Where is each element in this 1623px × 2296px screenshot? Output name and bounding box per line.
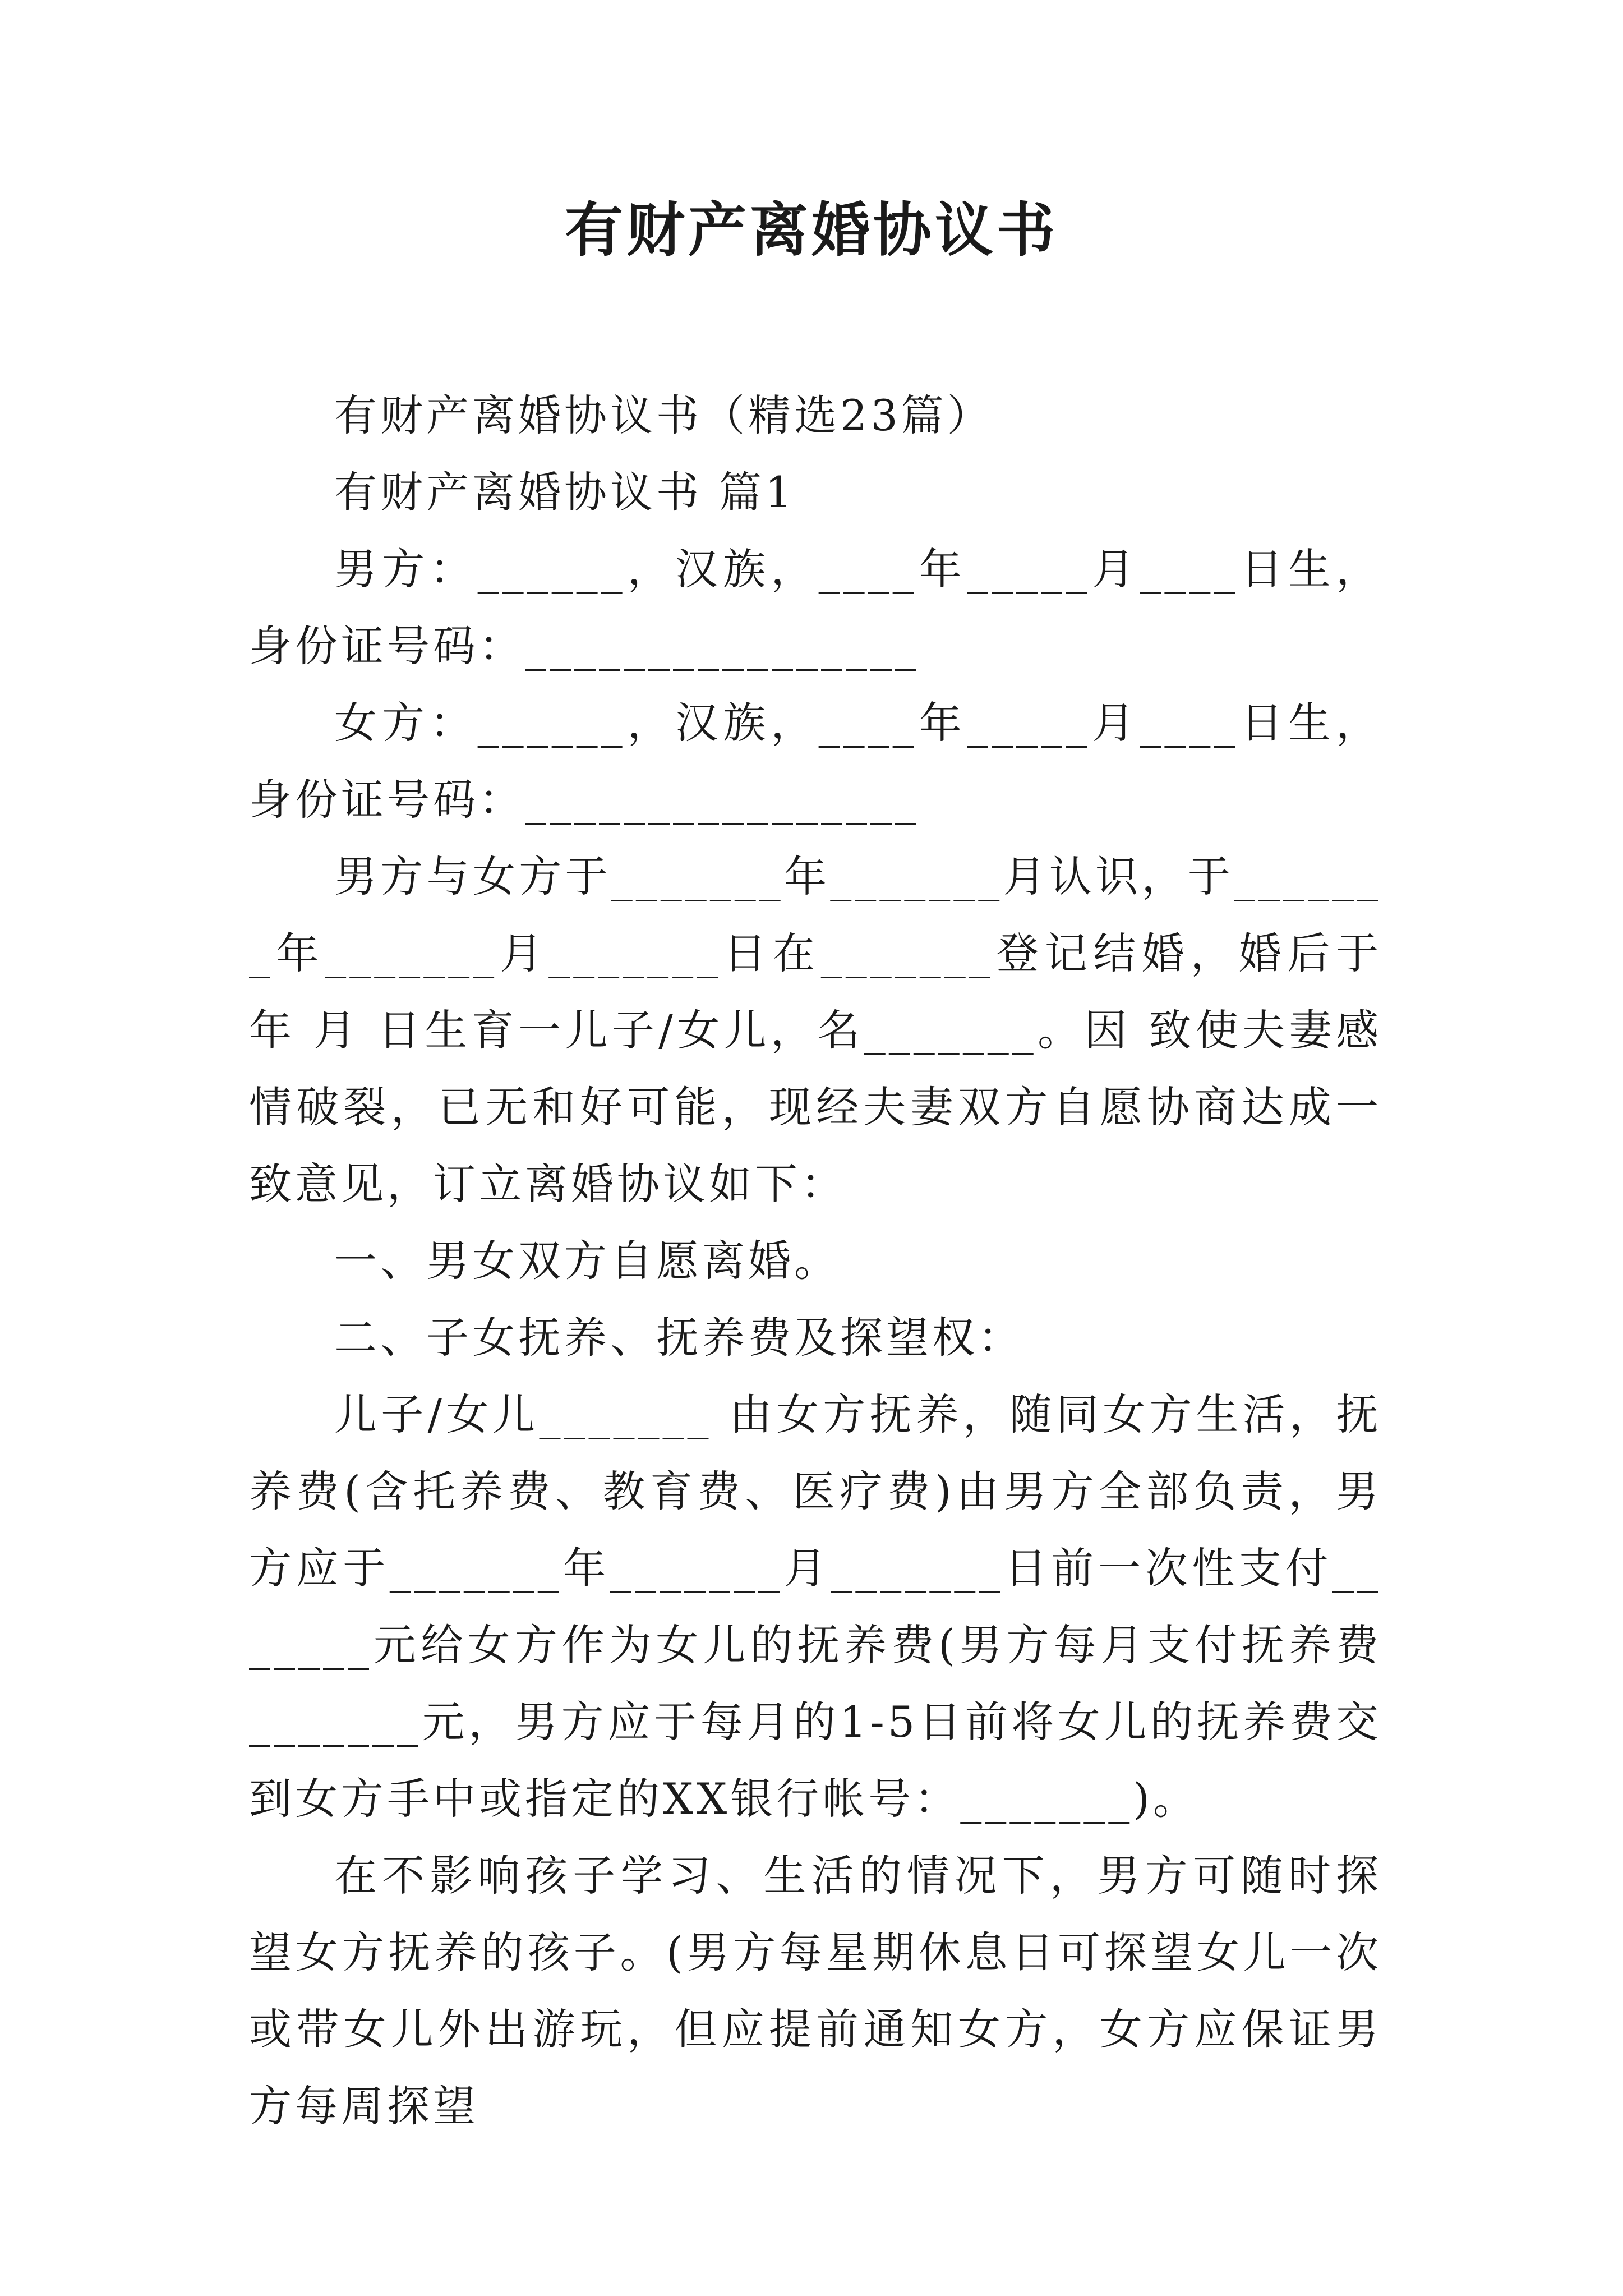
female-party-paragraph: 女方：______，汉族，____年_____月____日生，身份证号码：________________ [249, 698, 1382, 825]
clause-1-paragraph: 一、男女双方自愿离婚。 [334, 1236, 840, 1286]
section-heading: 有财产离婚协议书 篇1 [334, 467, 796, 517]
male-party-paragraph: 男方：______，汉族，____年_____月____日生，身份证号码：________________ [249, 544, 1382, 671]
subtitle-paragraph: 有财产离婚协议书（精选23篇） [334, 390, 993, 440]
child-support-paragraph: 儿子/女儿_______ 由女方抚养，随同女方生活，抚养费(含托养费、教育费、医疗费)由男方全部负责，男方应于_______年_______月_______日前一次性支付_______元给女方作为女儿的抚养费(男方每月支付抚养费_______元，男方应于每月的1-5日前将女儿的抚养费交到女方手中或指定的XX银行帐号：_______)。 [249, 1389, 1382, 1824]
document-title: 有财产离婚协议书 [564, 195, 1058, 264]
marriage-background-paragraph: 男方与女方于_______年_______月认识，于_______年_______月_______日在_______登记结婚，婚后于 年 月 日生育一儿子/女儿，名_______。因 致使夫妻感情破裂，已无和好可能，现经夫妻双方自愿协商达成一致意见，订立离婚协议如下： [249, 852, 1382, 1209]
visitation-paragraph: 在不影响孩子学习、生活的情况下，男方可随时探望女方抚养的孩子。(男方每星期休息日可探望女儿一次或带女儿外出游玩，但应提前通知女方，女方应保证男方每周探望 [249, 1851, 1382, 2131]
clause-2-heading: 二、子女抚养、抚养费及探望权： [334, 1313, 1024, 1363]
document-body [249, 377, 1382, 2145]
